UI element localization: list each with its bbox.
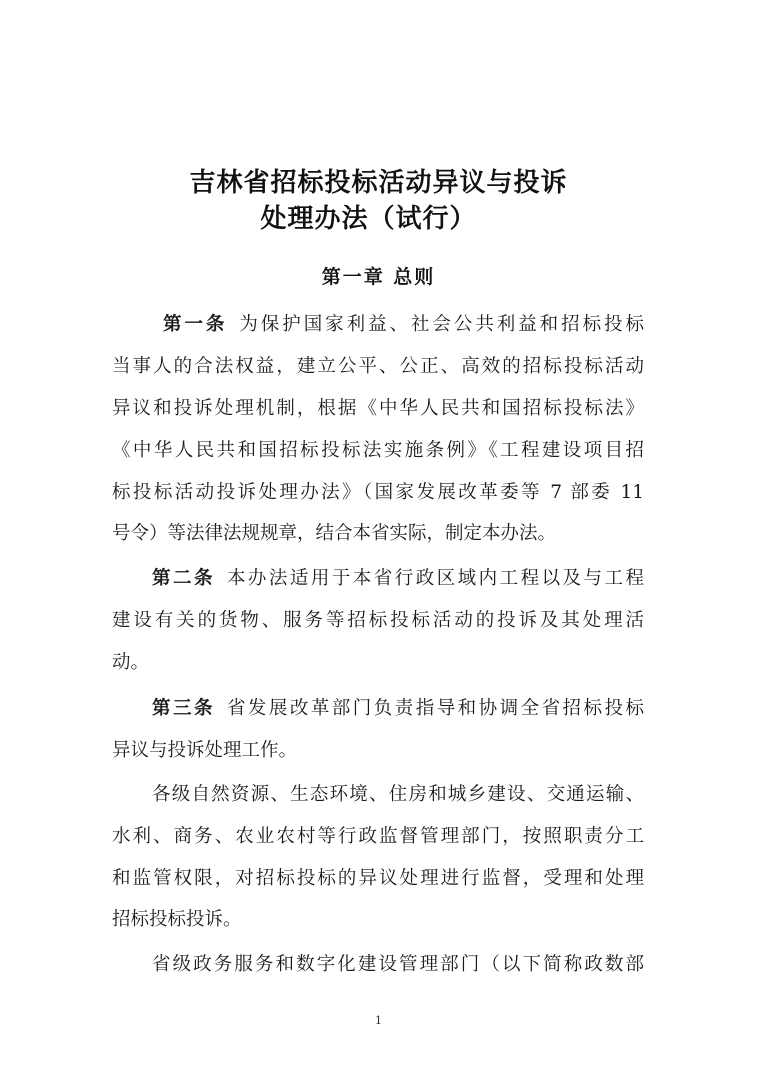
article-3-label: 第三条 — [152, 698, 215, 719]
article-2-line-1 — [152, 562, 644, 596]
para-4-line-1: 各级自然资源、生态环境、住房和城乡建设、交通运输、 — [152, 784, 644, 805]
document-title-line-2: 处理办法（试行） — [260, 204, 477, 234]
article-1-line-2: 当事人的合法权益，建立公平、公正、高效的招标投标活动 — [112, 356, 644, 377]
article-1-line-5: 标投标活动投诉处理办法》（国家发展改革委等 7 部委 11 — [112, 482, 644, 503]
article-3-line-1 — [152, 692, 644, 726]
article-2-text: 本办法适用于本省行政区域内工程以及与工程 — [226, 568, 644, 589]
article-3-text: 省发展改革部门负责指导和协调全省招标投标 — [226, 698, 644, 719]
page-number: 1 — [375, 1014, 382, 1027]
article-1-line-3: 异议和投诉处理机制，根据《中华人民共和国招标投标法》 — [112, 398, 644, 419]
para-4-line-2: 水利、商务、农业农村等行政监督管理部门，按照职责分工 — [112, 826, 644, 847]
article-1-text: 为保护国家利益、社会公共利益和招标投标 — [239, 314, 644, 335]
article-1-line-4: 《中华人民共和国招标投标法实施条例》《工程建设项目招 — [112, 440, 644, 461]
para-4-line-4: 招标投标投诉。 — [112, 909, 242, 930]
chapter-heading: 第一章 总则 — [321, 266, 436, 288]
article-2-line-2: 建设有关的货物、服务等招标投标活动的投诉及其处理活 — [112, 610, 644, 631]
para-4-line-3: 和监管权限，对招标投标的异议处理进行监督，受理和处理 — [112, 868, 644, 889]
article-2-label: 第二条 — [152, 568, 215, 589]
article-1-line-1 — [163, 308, 644, 342]
article-2-line-3: 动。 — [112, 652, 150, 673]
article-1-label: 第一条 — [163, 314, 228, 335]
article-3-line-2: 异议与投诉处理工作。 — [112, 740, 298, 761]
para-5-line-1: 省级政务服务和数字化建设管理部门（以下简称政数部 — [152, 954, 644, 975]
article-1-line-6: 号令）等法律法规规章，结合本省实际，制定本办法。 — [112, 523, 557, 544]
document-title-line-1: 吉林省招标投标活动异议与投诉 — [189, 168, 568, 198]
